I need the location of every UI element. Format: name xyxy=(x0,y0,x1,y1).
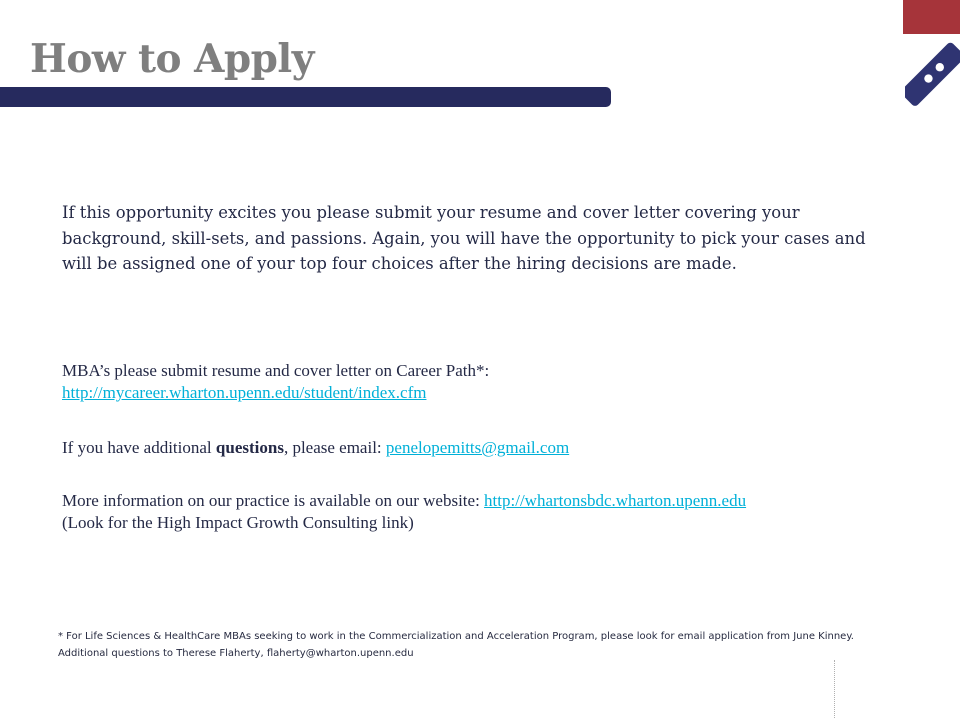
website-link[interactable]: http://whartonsbdc.wharton.upenn.edu xyxy=(484,491,747,510)
info-note: (Look for the High Impact Growth Consulting link) xyxy=(62,513,414,532)
info-text: More information on our practice is available on our website: xyxy=(62,491,485,510)
logo-icon xyxy=(905,40,960,110)
title-underline-bar xyxy=(0,87,611,107)
footnote: * For Life Sciences & HealthCare MBAs seeking to work in the Commercialization and Acceleration Program, please look for email application from June Kinney. Additional questions to Therese Flaherty, flaherty@wharton.upenn.edu xyxy=(58,631,854,659)
mba-text: MBA’s please submit resume and cover letter on Career Path*: xyxy=(62,361,490,380)
questions-suffix: , please email: xyxy=(283,438,386,457)
questions-bold: questions xyxy=(215,438,284,457)
corner-red-block xyxy=(903,0,960,34)
career-path-link[interactable]: http://mycareer.wharton.upenn.edu/student/index.cfm xyxy=(62,383,427,402)
page-title: How to Apply xyxy=(30,36,314,82)
dotted-divider xyxy=(834,660,835,718)
mba-instructions xyxy=(62,360,922,404)
more-info-line xyxy=(62,490,922,534)
intro-paragraph: If this opportunity excites you please submit your resume and cover letter covering your background, skill-sets, and passions. Again, you will have the opportunity to pick your cases and will be assigned one of your top four choices after the hiring decisions are made. xyxy=(62,203,866,273)
questions-prefix: If you have additional xyxy=(62,438,216,457)
questions-line xyxy=(62,437,922,459)
contact-email-link[interactable]: penelopemitts@gmail.com xyxy=(385,438,570,457)
